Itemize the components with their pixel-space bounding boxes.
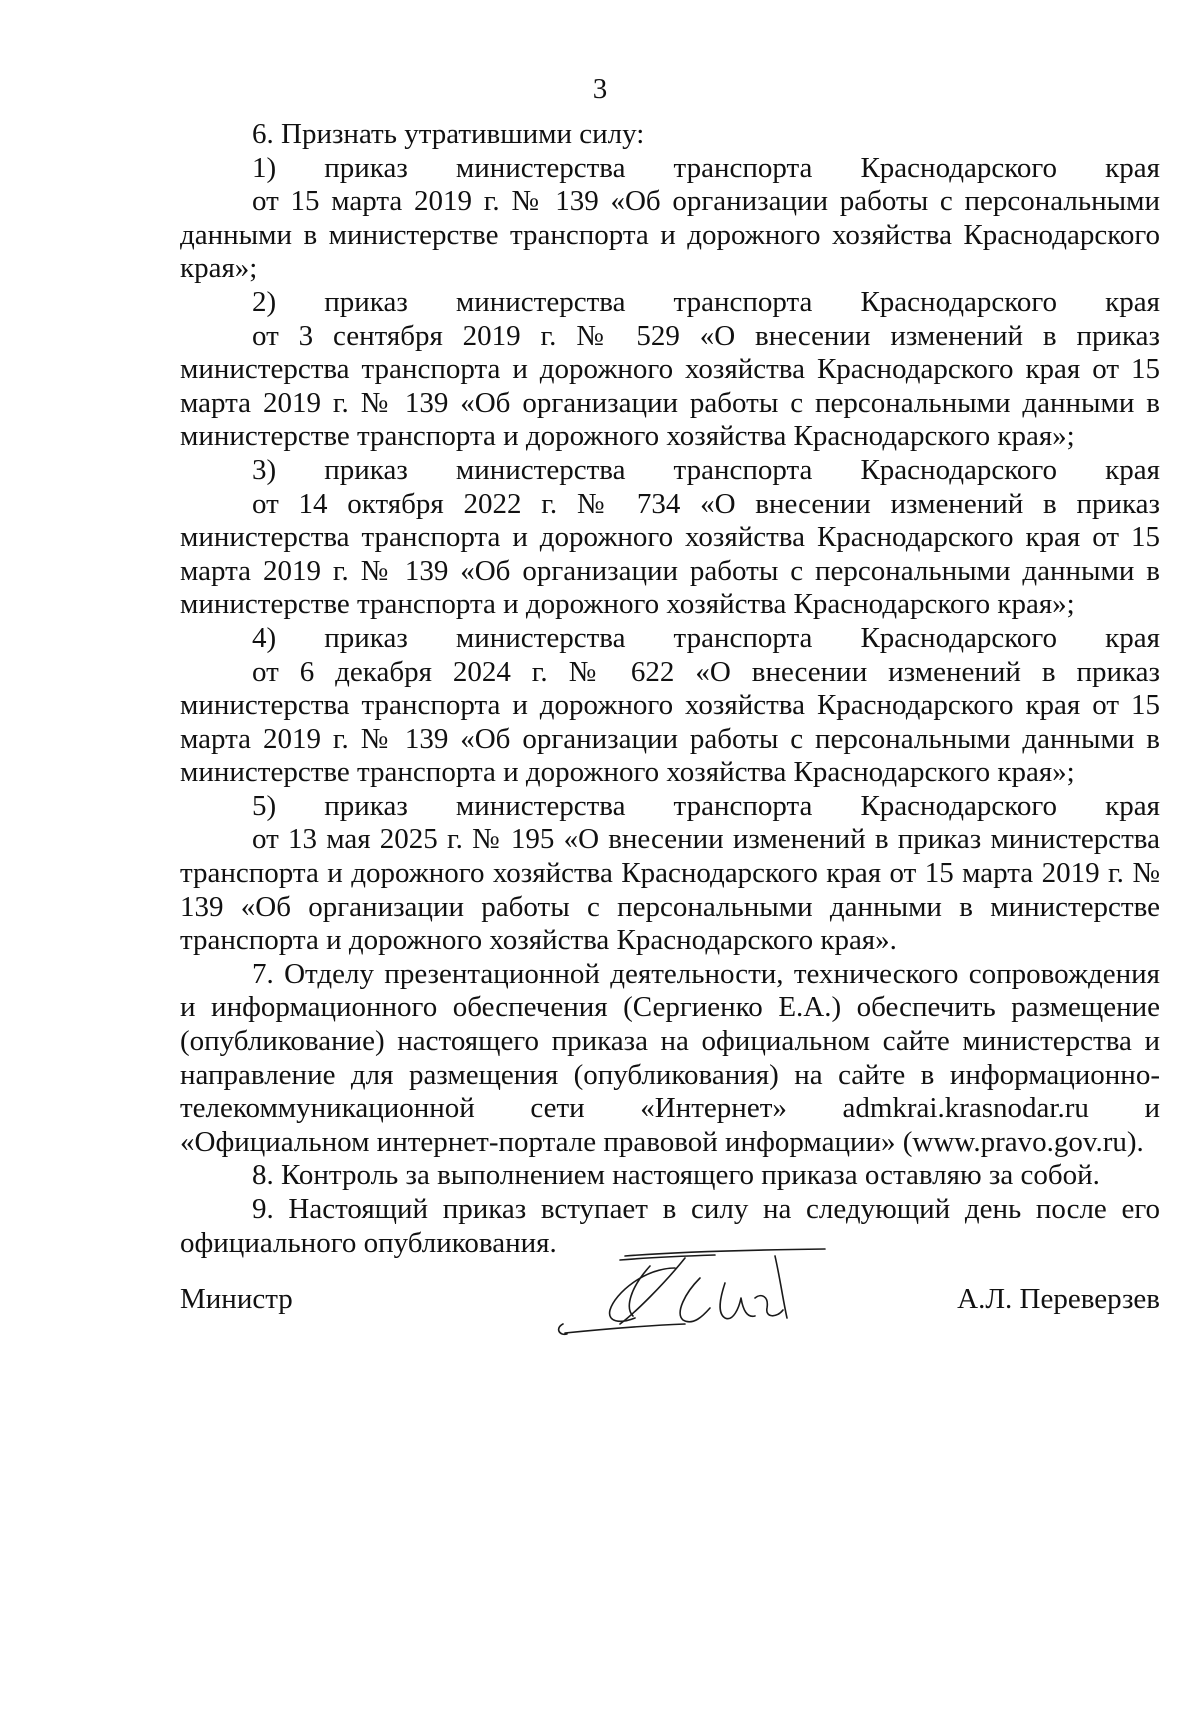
item-5-text: от 13 мая 2025 г. № 195 «О внесении изменений в приказ министерства транспорта и дорожного хозяйства Краснодарского края от 15 марта 2019 г. № 139 «Об организации работы с персональными данными в министерстве транспорта и дорожного хозяйства Краснодарского края». [180,823,1160,957]
paragraph-9: 9. Настоящий приказ вступает в силу на следующий день после его официального опубликования. [180,1193,1160,1259]
repealed-order-item-3 [180,454,1160,622]
repealed-order-item-2 [180,286,1160,454]
item-4-first-line: 4) приказ министерства транспорта Краснодарского края [252,621,1160,654]
item-3-first-line: 3) приказ министерства транспорта Краснодарского края [252,453,1160,486]
document-body [180,118,1160,1260]
handwritten-signature [525,1238,855,1338]
paragraph-6-title: 6. Признать утратившими силу: [252,118,645,150]
item-2-first-line: 2) приказ министерства транспорта Краснодарского края [252,285,1160,318]
item-2-text: от 3 сентября 2019 г. № 529 «О внесении изменений в приказ министерства транспорта и дорожного хозяйства Краснодарского края от 15 марта 2019 г. № 139 «Об организации работы с персональными данными в министерстве транспорта и дорожного хозяйства Краснодарского края»; [180,319,1160,453]
paragraph-8: 8. Контроль за выполнением настоящего приказа оставляю за собой. [252,1159,1100,1192]
item-1-first-line: 1) приказ министерства транспорта Краснодарского края [252,151,1160,184]
signer-name: А.Л. Переверзев [957,1283,1160,1315]
item-3-text: от 14 октября 2022 г. № 734 «О внесении изменений в приказ министерства транспорта и дорожного хозяйства Краснодарского края от 15 марта 2019 г. № 139 «Об организации работы с персональными данными в министерстве транспорта и дорожного хозяйства Краснодарского края»; [180,487,1160,621]
item-5-first-line: 5) приказ министерства транспорта Краснодарского края [252,789,1160,822]
signature-block [180,1250,1160,1340]
item-4-text: от 6 декабря 2024 г. № 622 «О внесении изменений в приказ министерства транспорта и дорожного хозяйства Краснодарского края от 15 марта 2019 г. № 139 «Об организации работы с персональными данными в министерстве транспорта и дорожного хозяйства Краснодарского края»; [180,655,1160,789]
item-1-text: от 15 марта 2019 г. № 139 «Об организации работы с персональными данными в министерстве транспорта и дорожного хозяйства Краснодарского края»; [180,185,1160,285]
repealed-order-item-4 [180,622,1160,790]
paragraph-7: 7. Отделу презентационной деятельности, технического сопровождения и информационного обеспечения (Сергиенко Е.А.) обеспечить размещение (опубликование) настоящего приказа на официальном сайте министерства и направление для размещения (опубликования) на сайте в информационно-телекоммуникационной сети «Интернет» admkrai.krasnodar.ru и «Официальном интернет-портале правовой информации» (www.pravo.gov.ru). [180,957,1160,1158]
page-number: 3 [592,73,608,105]
repealed-order-item-1 [180,152,1160,286]
repealed-order-item-5 [180,790,1160,958]
signer-role: Министр [180,1283,293,1315]
